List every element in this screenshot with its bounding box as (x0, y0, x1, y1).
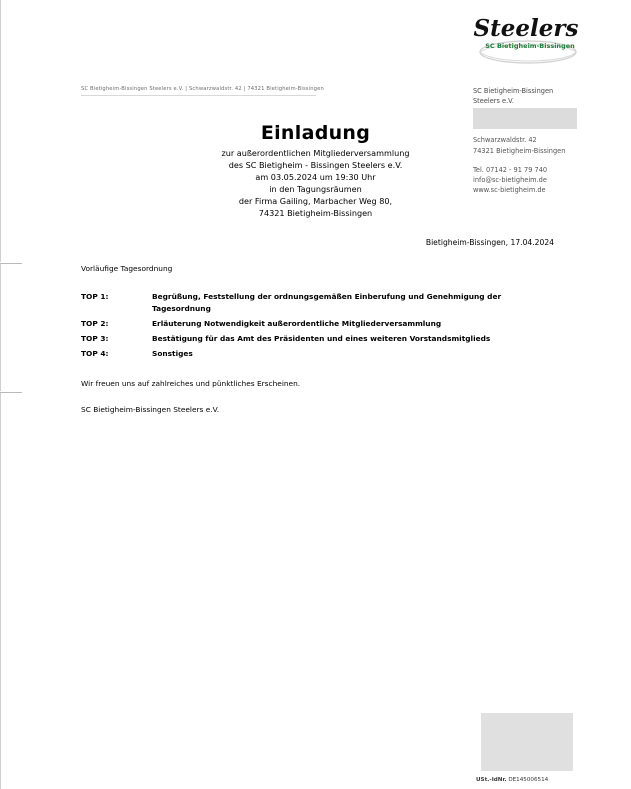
svg-text:SC Bietigheim-Bissingen: SC Bietigheim-Bissingen (485, 42, 575, 50)
address-phone: Tel. 07142 - 91 79 740 (473, 165, 548, 174)
agenda-item-label: TOP 3: (81, 333, 109, 343)
left-margin-line-bottom (0, 393, 1, 789)
subtitle-line-6: 74321 Bietigheim-Bissingen (258, 207, 373, 218)
agenda-item (81, 291, 556, 314)
agenda-item (81, 348, 556, 360)
address-line-2: Steelers e.V. (473, 97, 514, 106)
agenda-item (81, 333, 556, 345)
document-subtitle (0, 148, 631, 219)
agenda-item-text: Bestätigung für das Amt des Präsidenten und eines weiteren Vorstandsmitglieds (152, 333, 491, 343)
margin-mark-upper (0, 263, 22, 264)
sender-underline (81, 95, 316, 96)
margin-mark-lower (0, 392, 22, 393)
agenda-item-text: Begrüßung, Feststellung der ordnungsgemäßen Einberufung und Genehmigung der Tagesordnung (152, 292, 502, 313)
sender-address-line: SC Bietigheim-Bissingen Steelers e.V. | Schwarzwaldstr. 42 | 74321 Bietigheim-Bissingen (81, 86, 324, 92)
subtitle-line-5: der Firma Gailing, Marbacher Weg 80, (238, 195, 393, 206)
subtitle-line-4: in den Tagungsräumen (269, 183, 362, 194)
agenda-heading: Vorläufige Tagesordnung (81, 264, 173, 273)
agenda-item-label: TOP 1: (81, 292, 109, 301)
address-line-3: Schwarzwaldstr. 42 (473, 136, 537, 145)
agenda-list (81, 291, 556, 363)
steelers-logo (470, 8, 582, 66)
svg-text:Steelers: Steelers (473, 15, 579, 42)
footer-placeholder-bar (481, 713, 573, 771)
address-line-1: SC Bietigheim-Bissingen (473, 87, 554, 95)
footer-tax-info (476, 776, 626, 784)
footer-ust-value: DE145006514 (508, 777, 549, 783)
document-title: Einladung (260, 122, 371, 144)
agenda-item (81, 318, 556, 330)
left-margin-line-middle (0, 264, 1, 391)
closing-text: Wir freuen uns auf zahlreiches und pünktliches Erscheinen. (81, 379, 301, 388)
address-email: info@sc-bietigheim.de (473, 176, 547, 185)
place-and-date: Bietigheim-Bissingen, 17.04.2024 (425, 238, 554, 247)
address-website: www.sc-bietigheim.de (473, 186, 546, 195)
agenda-item-text: Sonstiges (152, 348, 193, 358)
agenda-item-label: TOP 2: (81, 318, 109, 328)
agenda-item-text: Erläuterung Notwendigkeit außerordentliche Mitgliederversammlung (152, 318, 442, 328)
footer-ust-label: USt.-IdNr. (476, 777, 507, 783)
agenda-item-label: TOP 4: (81, 348, 109, 358)
subtitle-line-1: zur außerordentlichen Mitgliederversammlung (221, 148, 410, 158)
subtitle-line-3: am 03.05.2024 um 19:30 Uhr (255, 171, 376, 182)
subtitle-line-2: des SC Bietigheim - Bissingen Steelers e.V. (228, 159, 403, 170)
address-line-4: 74321 Bietigheim-Bissingen (473, 146, 566, 155)
signature-text: SC Bietigheim-Bissingen Steelers e.V. (81, 405, 220, 414)
